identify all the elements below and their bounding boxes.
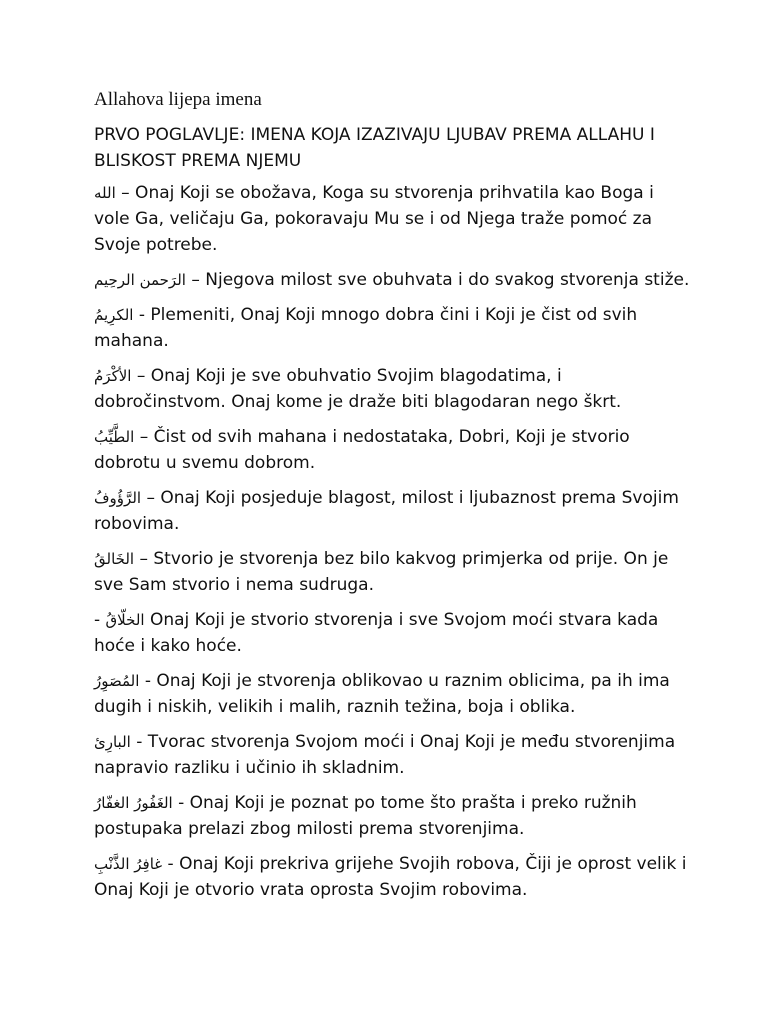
name-entry <box>94 363 694 415</box>
entry-description: - Plemeniti, Onaj Koji mnogo dobra čini i Koji je čist od svih mahana. <box>94 305 638 351</box>
entry-description: – Onaj Koji je sve obuhvatio Svojim blagodatima, i dobročinstvom. Onaj kome je draže biti blagodaran nego škrt. <box>94 366 622 412</box>
name-entry <box>94 180 694 258</box>
document-title: Allahova lijepa imena <box>94 89 262 110</box>
name-entry <box>94 546 694 598</box>
name-entry <box>94 267 694 293</box>
name-entry <box>94 851 694 903</box>
name-entry: - الخلّاقُ Onaj Koji je stvorio stvorenja i sve Svojom moći stvara kada hoće i kako hoće. <box>94 610 659 656</box>
name-entry <box>94 668 694 720</box>
arabic-name: غافِرُ الذَّنْبِ <box>94 855 163 873</box>
name-entry <box>94 424 694 476</box>
chapter-heading: PRVO POGLAVLJE: IMENA KOJA IZAZIVAJU LJUBAV PREMA ALLAHU I BLISKOST PREMA NJEMU <box>94 125 655 171</box>
entry-description: - Onaj Koji je poznat po tome što prašta i preko ružnih postupaka prelazi zbog milosti prema stvorenjima. <box>94 793 637 839</box>
arabic-name: البارِئ <box>94 733 131 751</box>
arabic-name: الخَالقُ <box>94 550 135 568</box>
entry-description: - Onaj Koji prekriva grijehe Svojih robova, Čiji je oprost velik i Onaj Koji je otvorio vrata oprosta Svojim robovima. <box>94 854 687 900</box>
entry-description: Onaj Koji je stvorio stvorenja i sve Svojom moći stvara kada hoće i kako hoće. <box>94 610 659 656</box>
arabic-name: المُصَوِرُ <box>94 672 140 690</box>
arabic-name: الرَحمن الرحِيم <box>94 271 186 289</box>
name-entries-list <box>94 180 694 912</box>
name-entry <box>94 302 694 354</box>
entry-description: - Tvorac stvorenja Svojom moći i Onaj Koji je među stvorenjima napravio razliku i učinio ih skladnim. <box>94 732 676 778</box>
entry-description: – Onaj Koji posjeduje blagost, milost i ljubaznost prema Svojim robovima. <box>94 488 679 534</box>
entry-description: – Stvorio je stvorenja bez bilo kakvog primjerka od prije. On je sve Sam stvorio i nema sudruga. <box>94 549 669 595</box>
arabic-name: الكرِيمُ <box>94 306 134 324</box>
arabic-name: الرَّؤُوفُ <box>94 489 142 507</box>
arabic-name: الغَفُورُ الغفّارُ <box>94 794 173 812</box>
name-entry <box>94 729 694 781</box>
arabic-name: الطَّيِّبُ <box>94 428 135 446</box>
entry-description: – Onaj Koji se obožava, Koga su stvorenja prihvatila kao Boga i vole Ga, veličaju Ga, pokoravaju Mu se i od Njega traže pomoć za Svoje potrebe. <box>94 183 654 255</box>
arabic-name: الأكْرَمُ <box>94 367 132 385</box>
entry-description: – Njegova milost sve obuhvata i do svakog stvorenja stiže. <box>185 270 690 290</box>
entry-description: - Onaj Koji je stvorenja oblikovao u raznim oblicima, pa ih ima dugih i niskih, velikih i malih, raznih težina, boja i oblika. <box>94 671 670 717</box>
name-entry <box>94 790 694 842</box>
name-entry <box>94 485 694 537</box>
arabic-name: الله <box>94 184 116 202</box>
arabic-name: الخلّاقُ <box>105 611 145 629</box>
entry-description: – Čist od svih mahana i nedostataka, Dobri, Koji je stvorio dobrotu u svemu dobrom. <box>94 427 630 473</box>
